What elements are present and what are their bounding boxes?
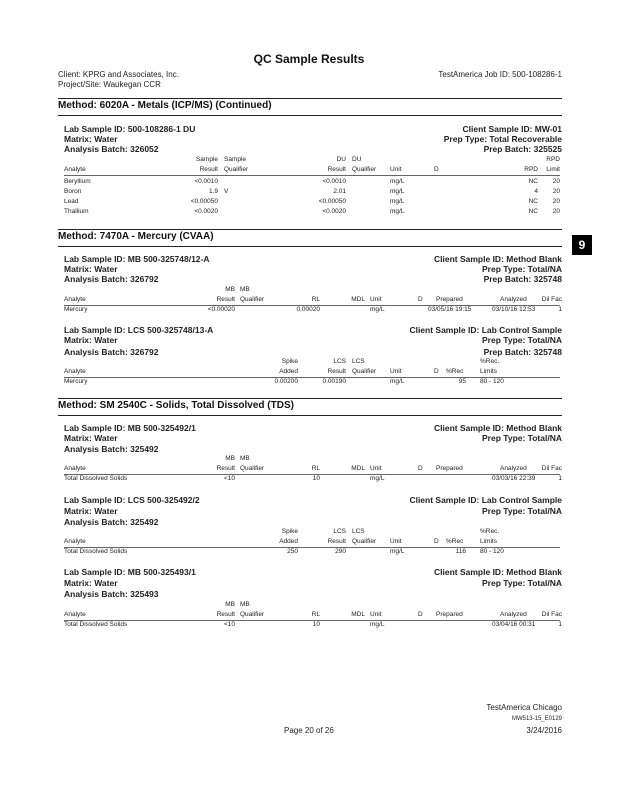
value-cell: 1 <box>558 475 562 482</box>
analysis-batch: Analysis Batch: 326052 <box>64 144 159 154</box>
col-header: MB <box>225 455 235 462</box>
col-header: Analyte <box>64 166 86 173</box>
col-header: RL <box>311 465 320 472</box>
col-header: MB <box>240 455 250 462</box>
client-sample-id: Client Sample ID: Method Blank <box>434 254 562 264</box>
unit-cell: mg/L <box>390 198 405 205</box>
lab-sample-id: Lab Sample ID: LCS 500-325492/2 <box>64 495 200 505</box>
col-header: Dil Fac <box>541 611 562 618</box>
value-cell: 0.00020 <box>296 306 320 313</box>
value-cell: 1 <box>558 306 562 313</box>
value-cell: 20 <box>552 198 560 205</box>
analysis-batch: Analysis Batch: 325492 <box>64 517 159 527</box>
col-header: %Rec <box>446 368 464 375</box>
unit-cell: mg/L <box>390 178 405 185</box>
col-header: D <box>434 368 439 375</box>
value-cell: <0.0010 <box>194 178 218 185</box>
matrix: Matrix: Water <box>64 578 118 588</box>
col-header: LCS <box>333 358 346 365</box>
analyte-cell: Beryllium <box>64 178 91 185</box>
col-header: D <box>418 611 423 618</box>
col-header: Qualifier <box>352 166 377 173</box>
analyte-cell: Mercury <box>64 378 88 385</box>
divider <box>64 175 560 176</box>
client-sample-id: Client Sample ID: MW-01 <box>462 124 562 134</box>
col-header: Analyzed <box>500 296 527 303</box>
col-header: Unit <box>390 166 402 173</box>
prep-type: Prep Type: Total/NA <box>482 335 562 345</box>
col-header: Unit <box>390 368 402 375</box>
col-header: Analyzed <box>500 465 527 472</box>
col-header: DU <box>352 156 362 163</box>
col-header: MB <box>240 286 250 293</box>
client-sample-id: Client Sample ID: Lab Control Sample <box>409 325 562 335</box>
col-header: Unit <box>370 611 382 618</box>
value-cell: 80 - 120 <box>480 378 504 385</box>
col-header: Result <box>327 166 346 173</box>
unit-cell: mg/L <box>390 208 405 215</box>
value-cell: 1 <box>558 621 562 628</box>
method-heading-metals: Method: 6020A - Metals (ICP/MS) (Continued) <box>58 100 272 111</box>
col-header: Limits <box>480 538 497 545</box>
analyte-cell: Total Dissolved Solids <box>64 621 128 628</box>
col-header: Result <box>327 538 346 545</box>
prep-type: Prep Type: Total/NA <box>482 506 562 516</box>
matrix: Matrix: Water <box>64 134 118 144</box>
col-header: RL <box>311 611 320 618</box>
col-header: Analyte <box>64 538 86 545</box>
col-header: LCS <box>333 528 346 535</box>
qualifier-cell: V <box>224 188 229 195</box>
col-header: DU <box>336 156 346 163</box>
divider <box>58 246 562 247</box>
lab-sample-id: Lab Sample ID: 500-108286-1 DU <box>64 124 196 134</box>
col-header: Result <box>216 465 235 472</box>
matrix: Matrix: Water <box>64 335 118 345</box>
job-id: TestAmerica Job ID: 500-108286-1 <box>438 70 562 79</box>
col-header: Result <box>199 166 218 173</box>
col-header: D <box>434 538 439 545</box>
value-cell: <0.0020 <box>194 208 218 215</box>
value-cell: 20 <box>552 208 560 215</box>
analysis-batch: Analysis Batch: 326792 <box>64 274 159 284</box>
value-cell: 290 <box>335 548 346 555</box>
page-title: QC Sample Results <box>253 52 365 66</box>
col-header: RL <box>311 296 320 303</box>
unit-cell: mg/L <box>370 621 385 628</box>
footer-lab: TestAmerica Chicago <box>486 703 562 712</box>
matrix: Matrix: Water <box>64 433 118 443</box>
analysis-batch: Analysis Batch: 325492 <box>64 444 159 454</box>
prep-batch: Prep Batch: 325748 <box>483 274 562 284</box>
col-header: MDL <box>351 611 365 618</box>
divider <box>58 229 562 230</box>
client-sample-id: Client Sample ID: Method Blank <box>434 567 562 577</box>
analysis-batch: Analysis Batch: 326792 <box>64 347 159 357</box>
date-cell: 03/10/16 12:53 <box>492 306 536 313</box>
col-header: MB <box>225 286 235 293</box>
col-header: MB <box>225 601 235 608</box>
value-cell: 10 <box>312 475 320 482</box>
lab-sample-id: Lab Sample ID: MB 500-325493/1 <box>64 567 196 577</box>
prep-type: Prep Type: Total/NA <box>482 264 562 274</box>
col-header: %Rec. <box>480 528 500 535</box>
col-header: Result <box>327 368 346 375</box>
unit-cell: mg/L <box>370 306 385 313</box>
col-header: Analyzed <box>500 611 527 618</box>
analyte-cell: Mercury <box>64 306 88 313</box>
analyte-cell: Lead <box>64 198 79 205</box>
col-header: Analyte <box>64 296 86 303</box>
method-heading-tds: Method: SM 2540C - Solids, Total Dissolved (TDS) <box>58 400 294 411</box>
value-cell: <0.00020 <box>207 306 235 313</box>
unit-cell: mg/L <box>370 475 385 482</box>
analyte-cell: Boron <box>64 188 82 195</box>
method-heading-mercury: Method: 7470A - Mercury (CVAA) <box>58 231 214 242</box>
col-header: Unit <box>390 538 402 545</box>
analyte-cell: Total Dissolved Solids <box>64 548 128 555</box>
col-header: Qualifier <box>352 538 377 545</box>
col-header: Qualifier <box>352 368 377 375</box>
divider <box>58 115 562 116</box>
col-header: Spike <box>281 528 298 535</box>
col-header: LCS <box>352 358 365 365</box>
col-header: Sample <box>224 156 247 163</box>
value-cell: 250 <box>287 548 298 555</box>
client-name: Client: KPRG and Associates, Inc. <box>58 70 179 79</box>
col-header: D <box>434 166 439 173</box>
col-header: Unit <box>370 296 382 303</box>
col-header: D <box>418 296 423 303</box>
col-header: MDL <box>351 296 365 303</box>
col-header: RPD <box>524 166 538 173</box>
footer-date: 3/24/2016 <box>526 726 562 735</box>
value-cell: <10 <box>223 475 235 482</box>
analyte-cell: Total Dissolved Solids <box>64 475 128 482</box>
value-cell: 20 <box>552 188 560 195</box>
col-header: MB <box>240 601 250 608</box>
col-header: Analyte <box>64 465 86 472</box>
footer-code: MW513-15_E0129 <box>511 716 562 722</box>
value-cell: 20 <box>552 178 560 185</box>
col-header: Qualifier <box>240 296 265 303</box>
value-cell: 0.00200 <box>274 378 298 385</box>
unit-cell: mg/L <box>390 378 405 385</box>
value-cell: <0.0020 <box>322 208 346 215</box>
lab-sample-id: Lab Sample ID: MB 500-325748/12-A <box>64 254 210 264</box>
section-tab-marker: 9 <box>572 235 592 255</box>
col-header: %Rec <box>446 538 464 545</box>
value-cell: <0.0010 <box>322 178 346 185</box>
date-cell: 03/05/16 19:15 <box>428 306 472 313</box>
col-header: Prepared <box>436 296 463 303</box>
col-header: MDL <box>351 465 365 472</box>
col-header: Added <box>279 538 298 545</box>
divider <box>58 398 562 399</box>
value-cell: 80 - 120 <box>480 548 504 555</box>
divider <box>58 415 562 416</box>
prep-type: Prep Type: Total/NA <box>482 433 562 443</box>
client-sample-id: Client Sample ID: Lab Control Sample <box>409 495 562 505</box>
unit-cell: mg/L <box>390 188 405 195</box>
col-header: Prepared <box>436 465 463 472</box>
col-header: Prepared <box>436 611 463 618</box>
col-header: Qualifier <box>224 166 249 173</box>
col-header: Qualifier <box>240 465 265 472</box>
col-header: Result <box>216 611 235 618</box>
value-cell: <0.00050 <box>318 198 346 205</box>
col-header: Dil Fac <box>541 296 562 303</box>
col-header: Result <box>216 296 235 303</box>
value-cell: NC <box>528 208 538 215</box>
col-header: Sample <box>195 156 218 163</box>
value-cell: NC <box>528 198 538 205</box>
matrix: Matrix: Water <box>64 264 118 274</box>
value-cell: 1.9 <box>208 188 218 195</box>
prep-batch: Prep Batch: 325525 <box>483 144 562 154</box>
col-header: Unit <box>370 465 382 472</box>
value-cell: <10 <box>223 621 235 628</box>
col-header: Dil Fac <box>541 465 562 472</box>
client-sample-id: Client Sample ID: Method Blank <box>434 423 562 433</box>
col-header: D <box>418 465 423 472</box>
analyte-cell: Thallium <box>64 208 89 215</box>
page-number: Page 20 of 26 <box>284 726 334 735</box>
value-cell: 10 <box>312 621 320 628</box>
value-cell: 116 <box>455 548 466 555</box>
value-cell: 2.01 <box>333 188 346 195</box>
value-cell: 95 <box>458 378 466 385</box>
prep-type: Prep Type: Total Recoverable <box>443 134 562 144</box>
date-cell: 03/04/16 00:31 <box>492 621 536 628</box>
col-header: Limit <box>546 166 560 173</box>
value-cell: 0.00190 <box>322 378 346 385</box>
divider <box>58 98 562 99</box>
col-header: Qualifier <box>240 611 265 618</box>
lab-sample-id: Lab Sample ID: LCS 500-325748/13-A <box>64 325 214 335</box>
col-header: Analyte <box>64 611 86 618</box>
matrix: Matrix: Water <box>64 506 118 516</box>
prep-type: Prep Type: Total/NA <box>482 578 562 588</box>
unit-cell: mg/L <box>390 548 405 555</box>
project-site: Project/Site: Waukegan CCR <box>58 80 161 89</box>
value-cell: 4 <box>534 188 538 195</box>
value-cell: <0.00050 <box>190 198 218 205</box>
col-header: RPD <box>546 156 560 163</box>
lab-sample-id: Lab Sample ID: MB 500-325492/1 <box>64 423 196 433</box>
date-cell: 03/03/16 22:39 <box>492 475 536 482</box>
col-header: Spike <box>281 358 298 365</box>
col-header: Analyte <box>64 368 86 375</box>
col-header: Limits <box>480 368 497 375</box>
col-header: LCS <box>352 528 365 535</box>
col-header: %Rec. <box>480 358 500 365</box>
col-header: Added <box>279 368 298 375</box>
prep-batch: Prep Batch: 325748 <box>483 347 562 357</box>
value-cell: NC <box>528 178 538 185</box>
analysis-batch: Analysis Batch: 325493 <box>64 589 159 599</box>
